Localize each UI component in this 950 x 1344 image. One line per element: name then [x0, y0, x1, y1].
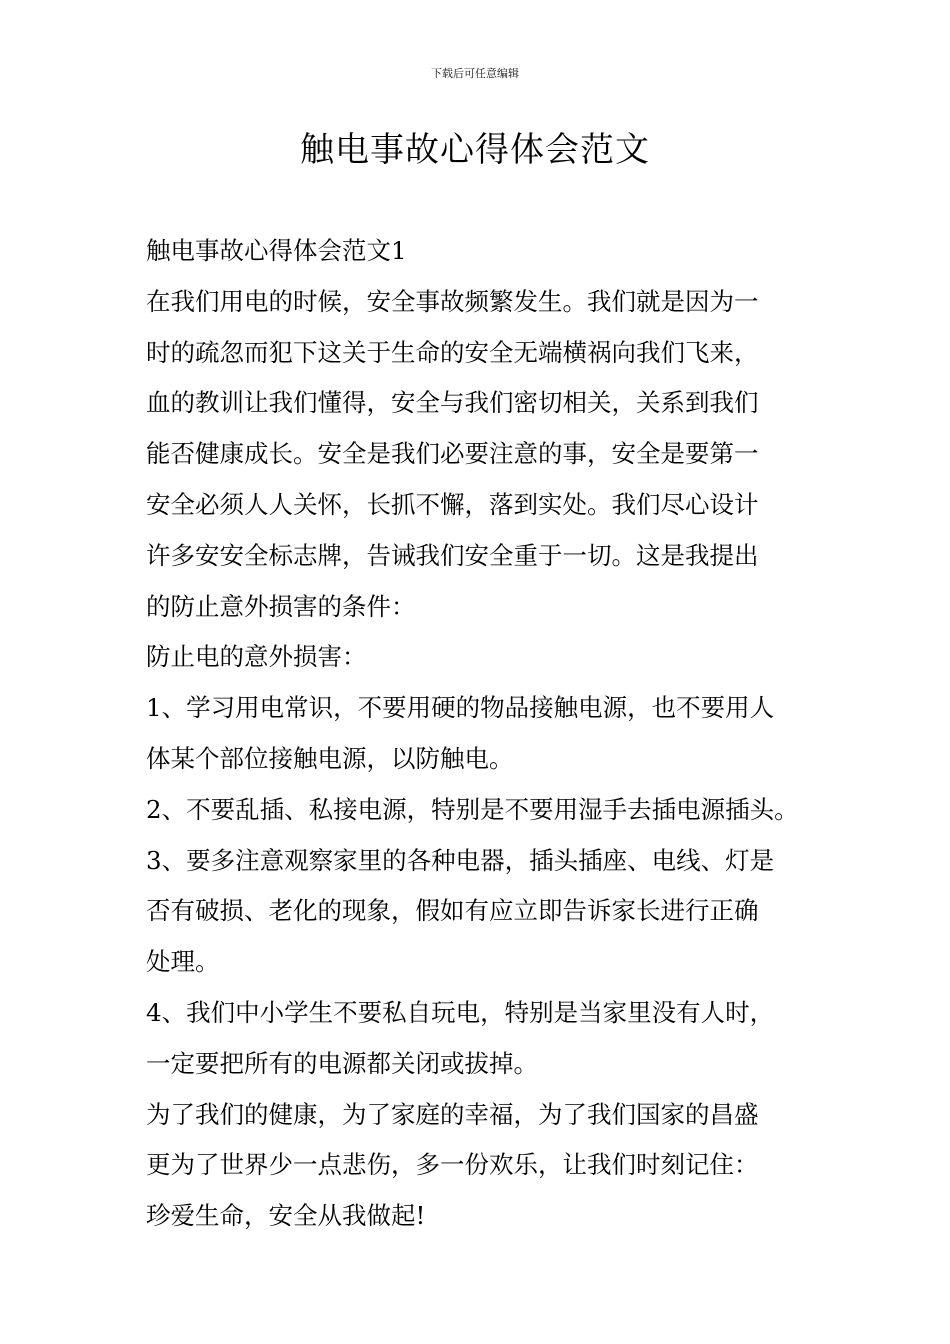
- paragraph-line: 能否健康成长。安全是我们必要注意的事，安全是要第一: [146, 439, 759, 469]
- paragraph-line: 许多安安全标志牌，告诫我们安全重于一切。这是我提出: [146, 540, 759, 570]
- paragraph-line: 珍爱生命，安全从我做起!: [146, 1201, 426, 1231]
- list-item-line: 一定要把所有的电源都关闭或拔掉。: [146, 1048, 538, 1078]
- list-item-line: 1、学习用电常识，不要用硬的物品接触电源，也不要用人: [146, 693, 775, 723]
- list-item-line: 处理。: [146, 947, 220, 977]
- header-note: 下载后可任意编辑: [431, 67, 519, 80]
- paragraph-line: 为了我们的健康，为了家庭的幸福，为了我们国家的昌盛: [146, 1099, 759, 1129]
- list-item-line: 体某个部位接触电源，以防触电。: [146, 743, 514, 773]
- paragraph-line: 的防止意外损害的条件：: [146, 591, 416, 621]
- list-item-line: 否有破损、老化的现象，假如有应立即告诉家长进行正确: [146, 896, 759, 926]
- document-body: [146, 226, 810, 1242]
- paragraph-line: 安全必须人人关怀，长抓不懈，落到实处。我们尽心设计: [146, 489, 759, 519]
- paragraph-line: 防止电的意外损害：: [146, 642, 367, 672]
- list-item-line: 4、我们中小学生不要私自玩电，特别是当家里没有人时，: [146, 997, 775, 1027]
- paragraph-line: 更为了世界少一点悲伤，多一份欢乐，让我们时刻记住：: [146, 1150, 759, 1180]
- section-heading: 触电事故心得体会范文1: [146, 236, 407, 265]
- paragraph-line: 血的教训让我们懂得，安全与我们密切相关，关系到我们: [146, 388, 759, 418]
- paragraph-line: 时的疏忽而犯下这关于生命的安全无端横祸向我们飞来，: [146, 337, 759, 367]
- paragraph-line: 在我们用电的时候，安全事故频繁发生。我们就是因为一: [146, 286, 759, 316]
- list-item-line: 3、要多注意观察家里的各种电器，插头插座、电线、灯是: [146, 845, 775, 875]
- document-title: 触电事故心得体会范文: [300, 130, 650, 170]
- list-item-line: 2、不要乱插、私接电源，特别是不要用湿手去插电源插头。: [146, 794, 799, 824]
